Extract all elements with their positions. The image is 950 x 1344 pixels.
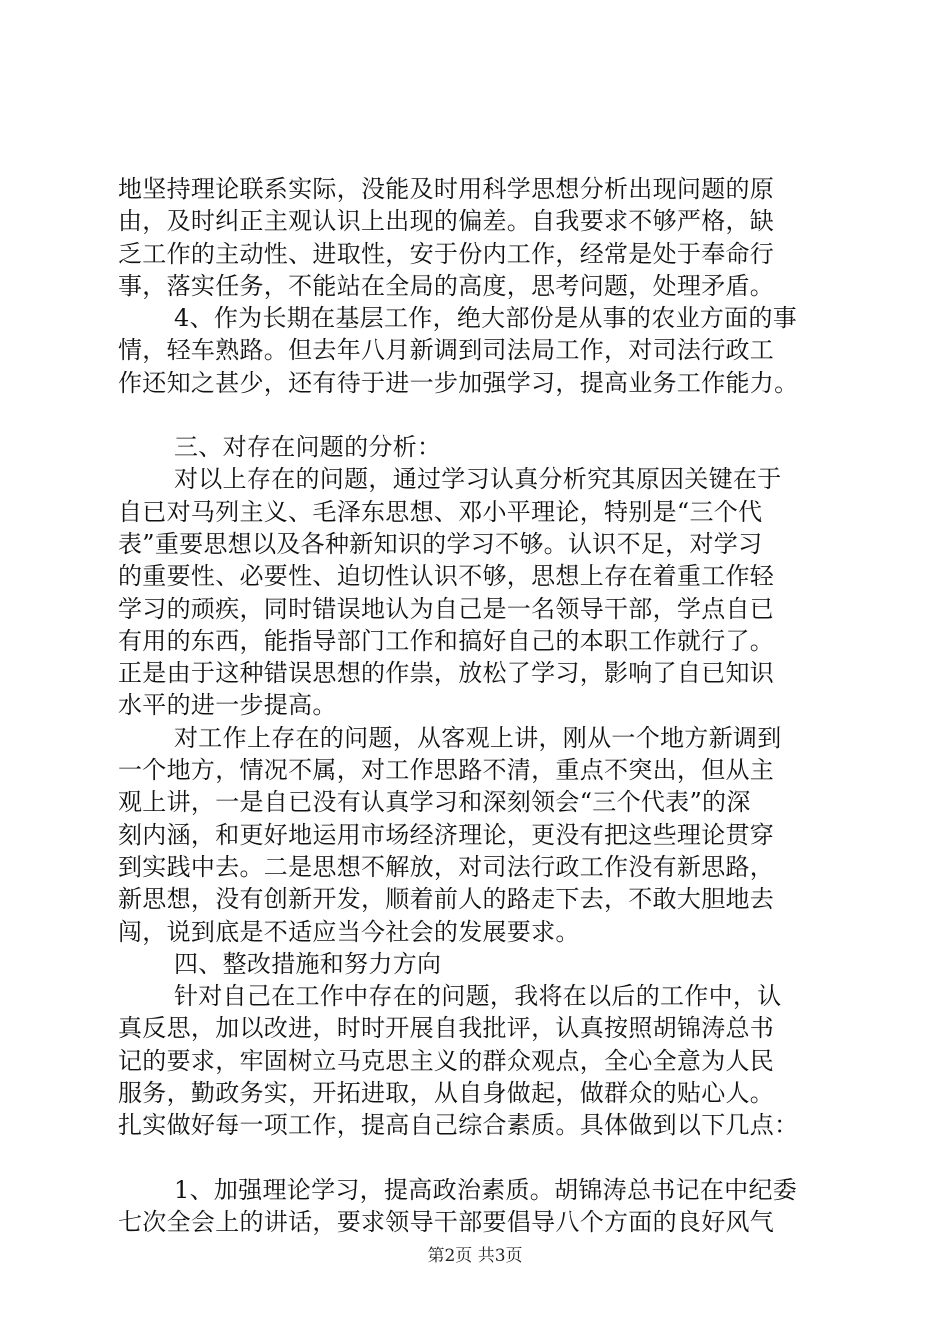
text-line: 服务，勤政务实，开拓进取，从自身做起，做群众的贴心人。 [118,1079,775,1108]
text-line: 1、加强理论学习，提高政治素质。胡锦涛总书记在中纪委 [174,1175,798,1204]
text-line: 记的要求，牢固树立马克思主义的群众观点，全心全意为人民 [118,1046,775,1075]
text-line: 到实践中去。二是思想不解放，对司法行政工作没有新思路， [118,852,775,881]
section-heading: 三、对存在问题的分析： [174,433,442,462]
text-line: 正是由于这种错误思想的作祟，放松了学习，影响了自已知识 [118,659,775,688]
text-line: 真反思，加以改进，时时开展自我批评，认真按照胡锦涛总书 [118,1014,775,1043]
text-line: 事，落实任务，不能站在全局的高度，思考问题，处理矛盾。 [118,271,775,300]
text-line: 的重要性、必要性、迫切性认识不够，思想上存在着重工作轻 [118,562,775,591]
text-line: 学习的顽疾，同时错误地认为自己是一名领导干部，学点自已 [118,594,775,623]
section-heading: 四、整改措施和努力方向 [174,949,442,978]
text-line: 有用的东西，能指导部门工作和搞好自己的本职工作就行了。 [118,626,775,655]
text-line: 情，轻车熟路。但去年八月新调到司法局工作，对司法行政工 [118,336,775,365]
paragraph-gap [118,1142,858,1174]
text-line: 观上讲，一是自已没有认真学习和深刻领会“三个代表”的深 [118,788,751,817]
page-number-footer: 第2页 共3页 [427,1246,523,1266]
text-line: 新思想，没有创新开发，顺着前人的路走下去，不敢大胆地去 [118,885,775,914]
text-line: 表”重要思想以及各种新知识的学习不够。认识不足，对学习 [118,529,763,558]
text-line: 自已对马列主义、毛泽东思想、邓小平理论，特别是“三个代 [118,497,763,526]
text-line: 由，及时纠正主观认识上出现的偏差。自我要求不够严格，缺 [118,207,775,236]
text-line: 刻内涵，和更好地运用市场经济理论，更没有把这些理论贯穿 [118,820,775,849]
text-line: 针对自己在工作中存在的问题，我将在以后的工作中，认 [174,982,782,1011]
text-line: 闯，说到底是不适应当今社会的发展要求。 [118,917,580,946]
text-line: 扎实做好每一项工作，提高自己综合素质。具体做到以下几点： [118,1111,799,1140]
text-line: 水平的进一步提高。 [118,691,337,720]
text-line: 乏工作的主动性、进取性，安于份内工作，经常是处于奉命行 [118,239,775,268]
text-line: 一个地方，情况不属，对工作思路不清，重点不突出，但从主 [118,756,775,785]
text-line: 七次全会上的讲话，要求领导干部要倡导八个方面的良好风气 [118,1207,775,1236]
text-line: 地坚持理论联系实际，没能及时用科学思想分析出现问题的原 [118,175,775,203]
paragraph-gap [118,399,858,431]
text-line: 对工作上存在的问题，从客观上讲，刚从一个地方新调到 [174,723,782,752]
text-line: 作还知之甚少，还有待于进一步加强学习，提高业务工作能力。 [118,368,799,397]
document-body [118,173,858,1238]
text-line: 对以上存在的问题，通过学习认真分析究其原因关键在于 [174,465,782,494]
text-line: 4、作为长期在基层工作，绝大部份是从事的农业方面的事 [174,304,798,333]
